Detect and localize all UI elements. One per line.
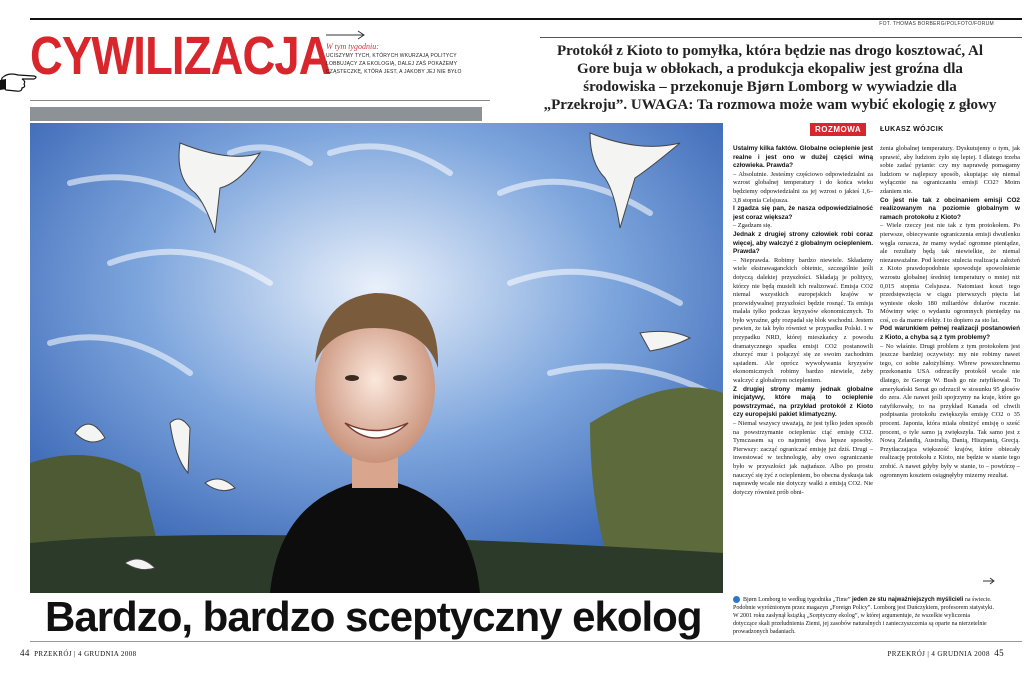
- interview-question: Jednak z drugiej strony człowiek robi coraz więcej, aby walczyć z globalnym ociepleniem. Prawda?: [733, 230, 873, 256]
- interview-answer: żenia globalnej temperatury. Dyskutujemy o tym, jak sprawić, aby ludziom żyło się lepiej. I dlatego trzeba sobie zadać pytanie: czy my naprawdę pomagamy ludziom w najlepszy sposób, skupiając się niemal wyłącznie na ograniczaniu emisji CO2? Moim zdaniem nie.: [880, 145, 1020, 195]
- article-column-2: [880, 145, 1020, 587]
- headline: Bardzo, bardzo sceptyczny ekolog: [45, 593, 702, 640]
- sidebar-label: W tym tygodniu:: [326, 42, 379, 51]
- grey-band: [30, 107, 482, 121]
- interview-question: Ustalmy kilka faktów. Globalne ocieplenie jest realne i jest ono w dużej części winą człowieka. Prawda?: [733, 145, 873, 170]
- caption-lead: Bjørn Lomborg to według tygodnika „Time”: [743, 597, 852, 603]
- caption-bold: jeden ze stu najważniejszych myślicieli: [852, 597, 964, 603]
- lead-paragraph: Protokół z Kioto to pomyłka, która będzie nas drogo kosztować, Al Gore buja w obłokach, a produkcja ekopaliw jest groźna dla środowiska – przekonuje Bjørn Lomborg w wywiadzie dla „Przekroju”. UWAGA: Ta rozmowa może wam wybić ekologię z głowy: [543, 43, 997, 113]
- continue-arrow-icon: [983, 577, 995, 585]
- page-number-right: 45: [994, 648, 1004, 658]
- footer-left: [20, 648, 137, 658]
- interview-question: Co jest nie tak z obcinaniem emisji CO2 realizowanym na poziomie globalnym w ramach protokołu z Kioto?: [880, 196, 1020, 221]
- footer-right-masthead: PRZEKRÓJ | 4 GRUDNIA 2008: [887, 650, 990, 658]
- interview-answer: – Niemal wszyscy uważają, że jest tylko jeden sposób na powstrzymanie ocieplenia: ciąć emisję CO2. Tymczasem są co najmniej dwa lepsze sposoby. Pierwszy: zacząć ograniczać emisję już dziś. Drugi – inwestować w technologię, aby owo ograniczanie było w przyszłości jak najtańsze. Albo po prostu nauczyć się żyć z ociepleniem, bo obecna dyskusja tak naprawdę wcale nie dotyczy walki z emisją CO2. Nie dotyczy również prób obni-: [733, 420, 873, 496]
- divider: [30, 100, 490, 101]
- arrow-right-icon: [326, 30, 366, 40]
- footer-left-masthead: PRZEKRÓJ | 4 GRUDNIA 2008: [34, 650, 137, 658]
- interview-answer: – Wiele rzeczy jest nie tak z tym protokołem. Po pierwsze, obiecywanie ograniczenia emisji dwutlenku węgla oznacza, że mamy wydać ogromne pieniądze, ale rezultaty będą tak niewielkie, że niemal niezauważalne. Pod koniec stulecia realizacja założeń z Kioto prawdopodobnie spowoduje spowolnienie wzrostu globalnej średniej temperatury o mniej niż 0,015 stopnia Celsjusza. Natomiast koszt tego przedsięwzięcia w ciągu pierwszych pięciu lat wyniesie około 180 miliardów dolarów rocznie. Mówimy więc o wydaniu ogromnych pieniędzy na coś, co da marne efekty. I to dopiero za sto lat.: [880, 222, 1020, 324]
- top-rule: [30, 18, 1022, 20]
- lead-rule: [540, 37, 1022, 38]
- sidebar-text: UCISZYMY TYCH, KTÓRYCH WKURZAJĄ POLITYCY LOBBUJĄCY ZA EKOLOGIĄ, DALEJ ZAŚ POKAŻEMY CZĄSTECZKĘ, KTÓRA JEST, A JAKOBY JEJ NIE BYŁO: [326, 53, 462, 75]
- page-number-left: 44: [20, 648, 30, 658]
- photo-caption: [733, 596, 995, 636]
- interview-answer: – Zgadzam się.: [733, 222, 772, 230]
- interview-tag: ROZMOWA: [810, 123, 866, 136]
- interview-answer: – Absolutnie. Jesteśmy częściowo odpowiedzialni za wzrost globalnej temperatury i do końca wieku będziemy odpowiedzialni za jej wzrost o jakieś 1,6–3,8 stopnia Celsjusza.: [733, 170, 873, 204]
- interview-answer: – Nieprawda. Robimy bardzo niewiele. Składamy wiele ekstrawaganckich obietnic, szczególnie jeśli dotyczą dalekiej przyszłości. Składają je politycy, którzy nie będą musieli ich realizować. Emisja CO2 niemal wszystkich europejskich krajów w przewidywalnej przyszłości będzie rosnąć. Ta emisja malała tylko podczas kryzysów ekonomicznych. To było wyraźne, gdy rozpadał się blok wschodni. Jestem pewien, że tak było również w przypadku Polski. I w przypadku NRD, której mieszkańcy z powodu dramatycznego spadku emisji CO2 postanowili zburzyć mur i połączyć się ze swoim zachodnim sąsiadem. Ale oprócz wywoływania kryzysów ekonomicznych robimy bardzo niewiele, żeby walczyć z globalnym ociepleniem.: [733, 256, 873, 385]
- interview-question: Pod warunkiem pełnej realizacji postanowień z Kioto, a chyba są z tym problemy?: [880, 325, 1020, 342]
- caption-rest: na świecie. Podobnie wyróżnionym przez magazyn „Foreign Policy”. Lomborg jest Duńczykiem, profesorem statystyki. W 2001 roku zasłynął książką „Sceptyczny ekolog”, w której argumentuje, że wszelkie wyliczenia dotyczące skali przeludnienia Ziemi, jej zasobów naturalnych i zanieczyszczenia są oparte na nierzetelnie prowadzonych badaniach.: [733, 597, 994, 635]
- section-title: CYWILIZACJA: [30, 26, 331, 86]
- footer-rule: [30, 641, 1022, 642]
- interview-question: I zgadza się pan, że nasza odpowiedzialność jest coraz większa?: [733, 205, 873, 221]
- caption-bullet-icon: [733, 596, 740, 603]
- photo-credit: FOT. THOMAS BORBERG/POLFOTO/FORUM: [879, 21, 994, 27]
- interview-answer: – No właśnie. Drugi problem z tym protokołem jest jeszcze bardziej oczywisty: my nie robimy nawet tego, co sobie założyliśmy. Wbrew powszechnemu przekonaniu USA odrzuciły protokół wcale nie dlatego, że George W. Bush go nie ratyfikował. To amerykański Senat go odrzucił w stosunku 95 głosów do zera. Ale nawet jeśli spojrzymy na kraje, które go ratyfikowały, to na przykład Kanada od chwili podpisania protokołu zwiększyła emisję CO2 o 35 procent. Japonia, która miała obniżyć emisję o sześć procent, o tyle samo ją zwiększyła. Tak samo jest z Nową Zelandią, Australią, Danią, Hiszpanią, Grecją. Przytłaczająca większość krajów, które obiecały realizację protokołu z Kioto, nie będzie w stanie tego zrobić. A nawet gdyby były w stanie, to – powtórzę – ogromnym kosztem osiągnęłyby mizerny rezultat.: [880, 342, 1020, 479]
- article-column-1: [733, 145, 873, 587]
- footer-right: [887, 648, 1004, 658]
- author-byline: ŁUKASZ WÓJCIK: [880, 126, 944, 133]
- interview-question: Z drugiej strony mamy jednak globalne inicjatywy, które mają to ocieplenie powstrzymać, na przykład protokół z Kioto czy europejski pakiet klimatyczny.: [733, 385, 873, 419]
- portrait-photo: [30, 123, 723, 593]
